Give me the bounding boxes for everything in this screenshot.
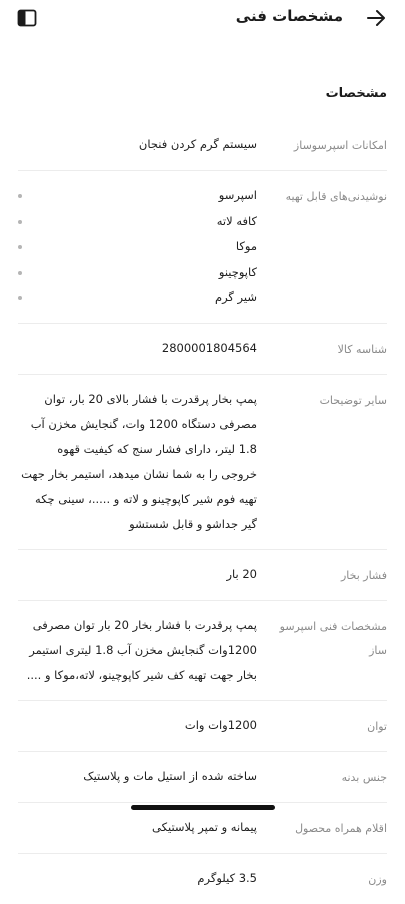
spec-key: توان bbox=[367, 719, 387, 733]
spec-row bbox=[18, 601, 387, 701]
spec-row bbox=[18, 854, 387, 904]
bullet-icon bbox=[18, 220, 22, 224]
list-item: کاپوچینو bbox=[30, 260, 257, 286]
spec-key: امکانات اسپرسوساز bbox=[293, 139, 387, 152]
back-button[interactable] bbox=[363, 5, 389, 31]
top-app-bar bbox=[0, 0, 405, 36]
spec-row bbox=[18, 752, 387, 803]
spec-value: 3.5 کیلوگرم bbox=[197, 870, 257, 885]
drink-list bbox=[30, 183, 257, 311]
spec-row bbox=[18, 324, 387, 375]
spec-row bbox=[18, 803, 387, 854]
bullet-icon bbox=[18, 271, 22, 275]
spec-value: 2800001804564 bbox=[161, 340, 257, 355]
home-indicator[interactable] bbox=[131, 805, 275, 810]
list-item: اسپرسو bbox=[30, 183, 257, 209]
spec-value: سیستم گرم کردن فنجان bbox=[138, 137, 257, 151]
bullet-icon bbox=[18, 245, 22, 249]
spec-row bbox=[18, 701, 387, 752]
spec-row bbox=[18, 120, 387, 171]
spec-key: نوشیدنی‌های قابل تهیه bbox=[285, 190, 387, 203]
list-item: موکا bbox=[30, 234, 257, 260]
spec-key: وزن bbox=[368, 872, 387, 886]
arrow-right-icon bbox=[366, 9, 386, 27]
bullet-icon bbox=[18, 194, 22, 198]
compare-button[interactable] bbox=[16, 7, 38, 29]
spec-value: پیمانه و تمپر پلاستیکی bbox=[152, 819, 257, 834]
spec-row bbox=[18, 375, 387, 550]
spec-key: فشار بخار bbox=[340, 568, 387, 582]
list-item: شیر گرم bbox=[30, 285, 257, 311]
spec-key: شناسه کالا bbox=[337, 342, 387, 356]
spec-row bbox=[18, 550, 387, 601]
spec-row bbox=[18, 171, 387, 324]
spec-value: 20 بار bbox=[226, 566, 257, 581]
spec-key: اقلام همراه محصول bbox=[295, 821, 387, 835]
spec-value: پمپ بخار پرقدرت با فشار بالای 20 بار، توان مصرفی دستگاه 1200 وات، گنجایش مخزن آب 1.8 لیتر، دارای فشار سنج که کیفیت قهوه خروجی را به شما نشان میدهد، استیمر بخار جهت تهیه فوم شیر کاپوچینو و لاته و .....، سینی چکه گیر جداشو و قابل شستشو bbox=[21, 391, 257, 531]
page-title: مشخصات فنی bbox=[235, 7, 343, 25]
spec-value: ساخته شده از استیل مات و پلاستیک bbox=[83, 768, 257, 783]
spec-key: جنس بدنه bbox=[341, 770, 387, 784]
spec-value bbox=[18, 183, 269, 311]
spec-value: پمپ پرقدرت با فشار بخار 20 بار توان مصرفی 1200وات گنجایش مخزن آب 1.8 لیتری استیمر بخار جهت تهیه کف شیر کاپوچینو، لاته،موکا و .... bbox=[26, 617, 257, 682]
spec-key: سایر توضیحات bbox=[319, 393, 387, 407]
section-title: مشخصات bbox=[325, 86, 387, 101]
list-item: کافه لاته bbox=[30, 209, 257, 235]
bullet-icon bbox=[18, 296, 22, 300]
spec-key: مشخصات فنی اسپرسو ساز bbox=[279, 619, 387, 657]
spec-value: 1200وات وات bbox=[184, 717, 257, 732]
split-panel-icon bbox=[17, 9, 37, 27]
spec-list bbox=[18, 120, 387, 904]
